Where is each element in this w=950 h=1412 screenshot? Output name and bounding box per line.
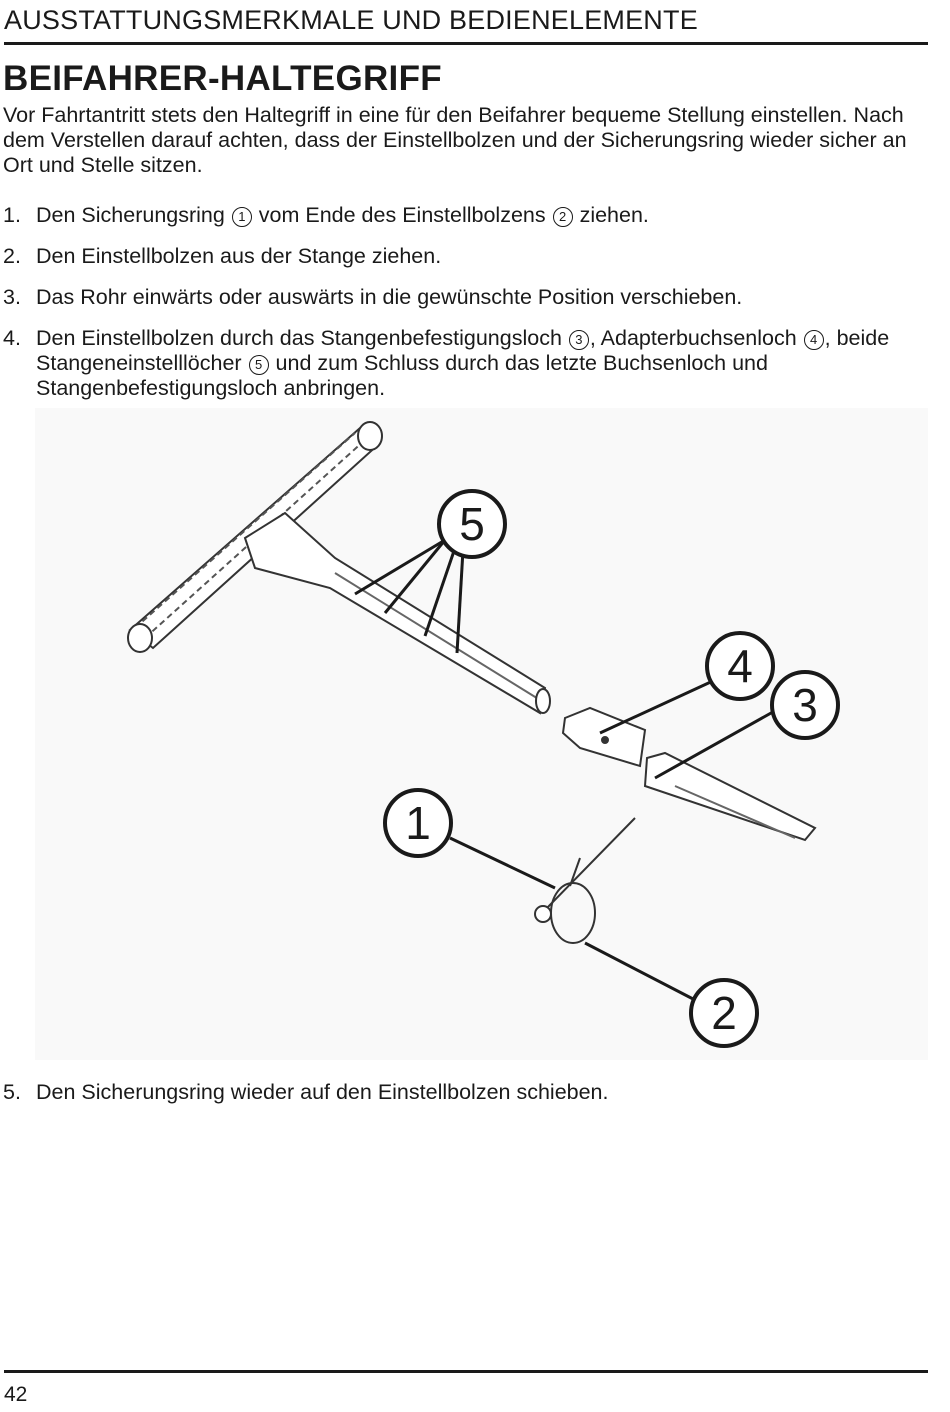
callout-1: [385, 790, 451, 856]
adjust-tube: [245, 513, 550, 713]
section-header: AUSSTATTUNGSMERKMALE UND BEDIENELEMENTE: [4, 2, 928, 45]
svg-text:2: 2: [711, 987, 737, 1039]
footer-divider: [4, 1370, 928, 1373]
callout-2: [691, 980, 757, 1046]
svg-text:5: 5: [459, 498, 485, 550]
callout-ref: 1: [232, 207, 252, 227]
step-5: [3, 1080, 928, 1105]
callout-3: [772, 672, 838, 738]
step-number: 5.: [3, 1080, 21, 1104]
step-4: [3, 326, 928, 401]
svg-text:1: 1: [405, 797, 431, 849]
step-number: 4.: [3, 326, 21, 350]
step-text: Den Sicherungsring 1 vom Ende des Einstellbolzens 2 ziehen.: [36, 203, 649, 227]
step-number: 1.: [3, 203, 21, 227]
step-3: [3, 285, 928, 310]
step-text: Den Einstellbolzen durch das Stangenbefestigungsloch 3 , Adapterbuchsenloch 4 , beide Stangeneinstelllöcher 5 und zum Schluss durch das letzte Buchsenloch und Stangenbefestigungsloch anbringen.: [36, 326, 890, 400]
page-title: BEIFAHRER-HALTEGRIFF: [3, 59, 442, 98]
assembly-illustration: [35, 408, 928, 1060]
svg-text:4: 4: [727, 640, 753, 692]
callout-ref: 4: [804, 330, 824, 350]
step-1: [3, 203, 928, 228]
grab-handle-diagram: [35, 408, 928, 1060]
callout-4: [707, 633, 773, 699]
mounting-bar: [645, 753, 815, 840]
step-number: 2.: [3, 244, 21, 268]
callout-ref: 3: [569, 330, 589, 350]
step-text: Den Sicherungsring wieder auf den Einstellbolzen schieben.: [36, 1080, 609, 1104]
page-number: 42: [4, 1383, 28, 1406]
step-number: 3.: [3, 285, 21, 309]
step-text: Den Einstellbolzen aus der Stange ziehen.: [36, 244, 442, 268]
step-text: Das Rohr einwärts oder auswärts in die gewünschte Position verschieben.: [36, 285, 743, 309]
bolt-and-ring: [535, 818, 635, 943]
svg-text:3: 3: [792, 679, 818, 731]
step-2: [3, 244, 928, 269]
intro-paragraph: Vor Fahrtantritt stets den Haltegriff in eine für den Beifahrer bequeme Stellung einstellen. Nach dem Verstellen darauf achten, dass der Einstellbolzen und der Sicherungsring wieder sicher an Ort und Stelle sitzen.: [3, 103, 907, 177]
callout-ref: 5: [249, 355, 269, 375]
callout-5: [439, 491, 505, 557]
callout-ref: 2: [553, 207, 573, 227]
